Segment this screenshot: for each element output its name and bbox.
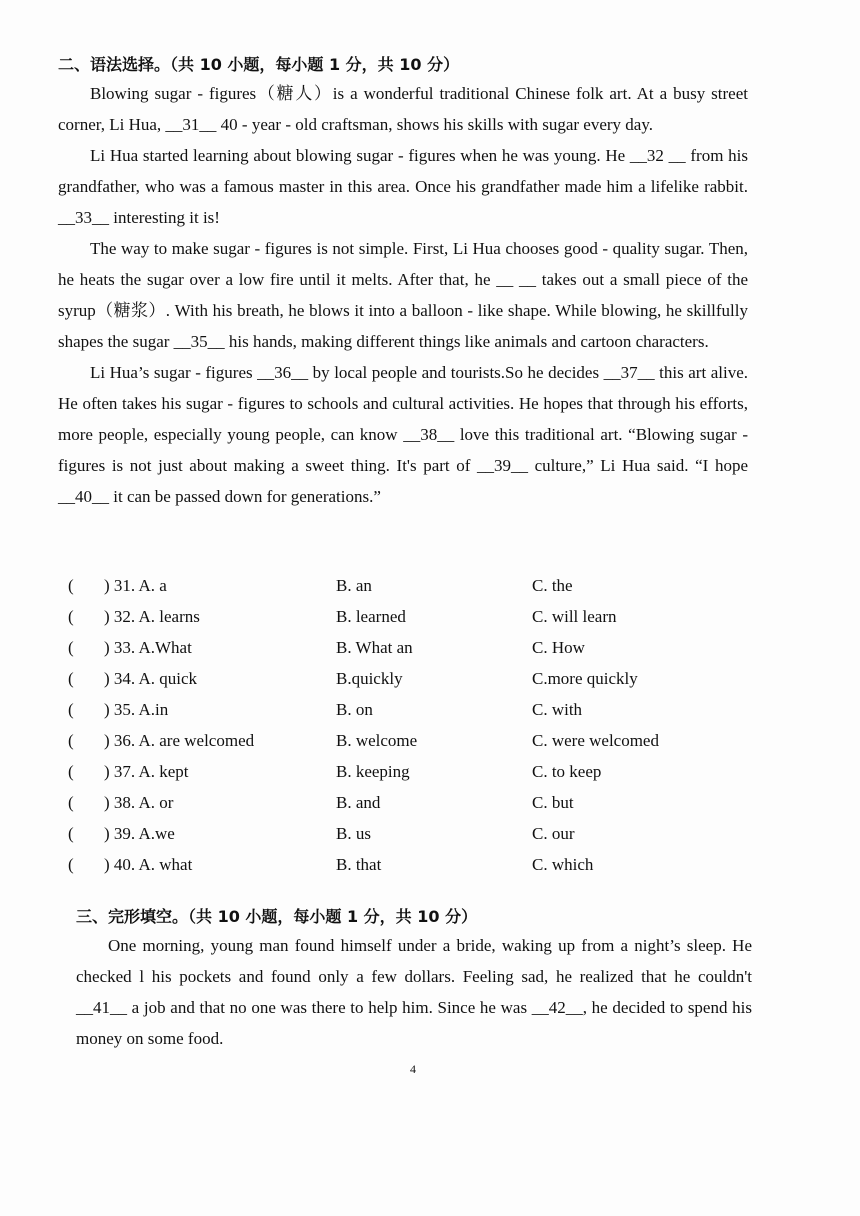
option-c: C. the bbox=[532, 576, 573, 595]
question-row bbox=[68, 731, 768, 761]
question-row bbox=[68, 824, 768, 854]
question-row bbox=[68, 669, 768, 699]
option-b: B. that bbox=[336, 855, 382, 874]
option-a: ) 39. A.we bbox=[104, 824, 175, 843]
answer-bracket: ( bbox=[68, 638, 74, 657]
question-row bbox=[68, 638, 768, 668]
option-c: C. to keep bbox=[532, 762, 602, 781]
option-b: B. keeping bbox=[336, 762, 410, 781]
cloze-passage bbox=[76, 930, 752, 1054]
answer-bracket: ( bbox=[68, 855, 74, 874]
option-b: B. What an bbox=[336, 638, 413, 657]
option-b: B. us bbox=[336, 824, 371, 843]
option-c: C. but bbox=[532, 793, 574, 812]
option-b: B. on bbox=[336, 700, 373, 719]
option-a: ) 34. A. quick bbox=[104, 669, 198, 688]
question-row bbox=[68, 855, 768, 885]
question-row bbox=[68, 607, 768, 637]
passage-paragraph: Li Hua started learning about blowing sugar - figures when he was young. He __32 __ from his grandfather, who was a famous master in this area. Once his grandfather made him a lifelike rabbit. __33__ interesting it is! bbox=[58, 146, 748, 227]
answer-bracket: ( bbox=[68, 731, 74, 750]
option-b: B.quickly bbox=[336, 669, 403, 688]
option-a: ) 38. A. or bbox=[104, 793, 174, 812]
answer-bracket: ( bbox=[68, 669, 74, 688]
passage-paragraph: Li Hua’s sugar - figures __36__ by local people and tourists.So he decides __37__ this art alive. He often takes his sugar - figures to schools and cultural activities. He hopes that through his efforts, more people, especially young people, can know __38__ love this traditional art. “Blowing sugar - figures is not just about making a sweet thing. It's part of __39__ culture,” Li Hua said. “I hope __40__ it can be passed down for generations.” bbox=[58, 363, 748, 506]
option-a: ) 35. A.in bbox=[104, 700, 169, 719]
answer-bracket: ( bbox=[68, 824, 74, 843]
answer-bracket: ( bbox=[68, 607, 74, 626]
page-number: 4 bbox=[410, 1062, 416, 1076]
question-row bbox=[68, 576, 768, 606]
passage-paragraph: One morning, young man found himself under a bride, waking up from a night’s sleep. He checked l his pockets and found only a few dollars. Feeling sad, he realized that he couldn't __41__ a job and that no one was there to help him. Since he was __42__, he decided to spend his money on some food. bbox=[76, 936, 752, 1048]
option-a: ) 37. A. kept bbox=[104, 762, 189, 781]
option-a: ) 40. A. what bbox=[104, 855, 193, 874]
option-a: ) 33. A.What bbox=[104, 638, 192, 657]
answer-bracket: ( bbox=[68, 762, 74, 781]
grammar-section-title: 二、语法选择。（共 10 小题，每小题 1 分，共 10 分） bbox=[58, 55, 460, 74]
option-c: C. How bbox=[532, 638, 585, 657]
option-c: C. were welcomed bbox=[532, 731, 659, 750]
option-b: B. an bbox=[336, 576, 372, 595]
question-row bbox=[68, 793, 768, 823]
passage-paragraph: Blowing sugar - figures（糖人）is a wonderful traditional Chinese folk art. At a busy street corner, Li Hua, __31__ 40 - year - old craftsman, shows his skills with sugar every day. bbox=[58, 84, 748, 134]
option-c: C. our bbox=[532, 824, 575, 843]
answer-bracket: ( bbox=[68, 793, 74, 812]
option-c: C. which bbox=[532, 855, 594, 874]
passage-paragraph: The way to make sugar - figures is not simple. First, Li Hua chooses good - quality sugar. Then, he heats the sugar over a low fire until it melts. After that, he __ __ takes out a small piece of the syrup（糖浆）. With his breath, he blows it into a balloon - like shape. While blowing, he skillfully shapes the sugar __35__ his hands, making different things like animals and cartoon characters. bbox=[58, 239, 748, 351]
question-row bbox=[68, 700, 768, 730]
option-b: B. learned bbox=[336, 607, 406, 626]
option-a: ) 36. A. are welcomed bbox=[104, 731, 255, 750]
option-c: C.more quickly bbox=[532, 669, 638, 688]
answer-bracket: ( bbox=[68, 700, 74, 719]
option-b: B. welcome bbox=[336, 731, 418, 750]
question-row bbox=[68, 762, 768, 792]
option-c: C. will learn bbox=[532, 607, 617, 626]
option-c: C. with bbox=[532, 700, 583, 719]
option-a: ) 31. A. a bbox=[104, 576, 167, 595]
grammar-passage bbox=[58, 78, 748, 512]
answer-bracket: ( bbox=[68, 576, 74, 595]
option-a: ) 32. A. learns bbox=[104, 607, 200, 626]
cloze-section-title: 三、完形填空。（共 10 小题，每小题 1 分，共 10 分） bbox=[76, 907, 478, 926]
option-b: B. and bbox=[336, 793, 381, 812]
